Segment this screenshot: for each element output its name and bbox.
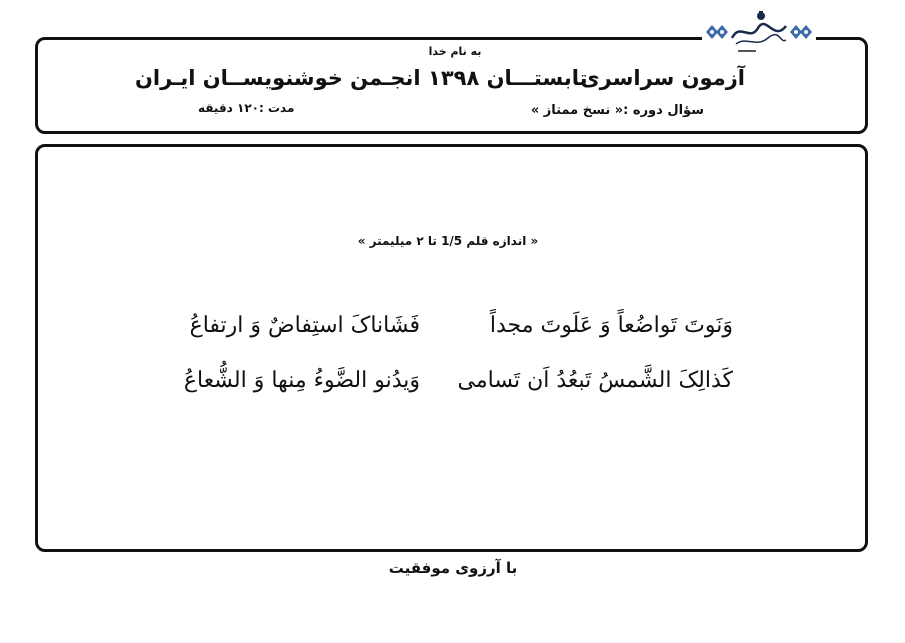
pen-size-note: « اندازه قلم 1/5 تا ۲ میلیمتر »	[357, 234, 539, 248]
poem-line-1-first-hemistich: وَنَوتَ تَواضُعاً وَ عَلَوتَ مجداً	[489, 313, 733, 338]
footer-wish: با آرزوی موفقیت	[388, 559, 518, 577]
poem-line-2-second-hemistich: وَیدُنو الضَّوءُ مِنها وَ الشُّعاعُ	[183, 368, 420, 393]
bismillah-text: به نام خدا	[428, 45, 482, 58]
exercise-panel	[35, 144, 868, 552]
poem-line-2-first-hemistich: کَذالِکَ الشَّمسُ تَبعُدُ اَن تَسامی	[457, 368, 733, 393]
poem-line-1-second-hemistich: فَشَاناکَ استِفاضٌ وَ ارتفاعُ	[189, 313, 420, 338]
question-label: سؤال دوره :« نسخ ممتاز »	[530, 103, 704, 118]
association-logo-icon	[702, 8, 816, 60]
duration-label: مدت :۱۲۰ دقیقه	[198, 101, 295, 115]
organization-name: انجـمن خوشنویســان ایـران	[135, 66, 421, 90]
exam-title: آزمون سراسری	[580, 66, 745, 90]
exam-season: تابستـــان ۱۳۹۸	[428, 66, 588, 90]
